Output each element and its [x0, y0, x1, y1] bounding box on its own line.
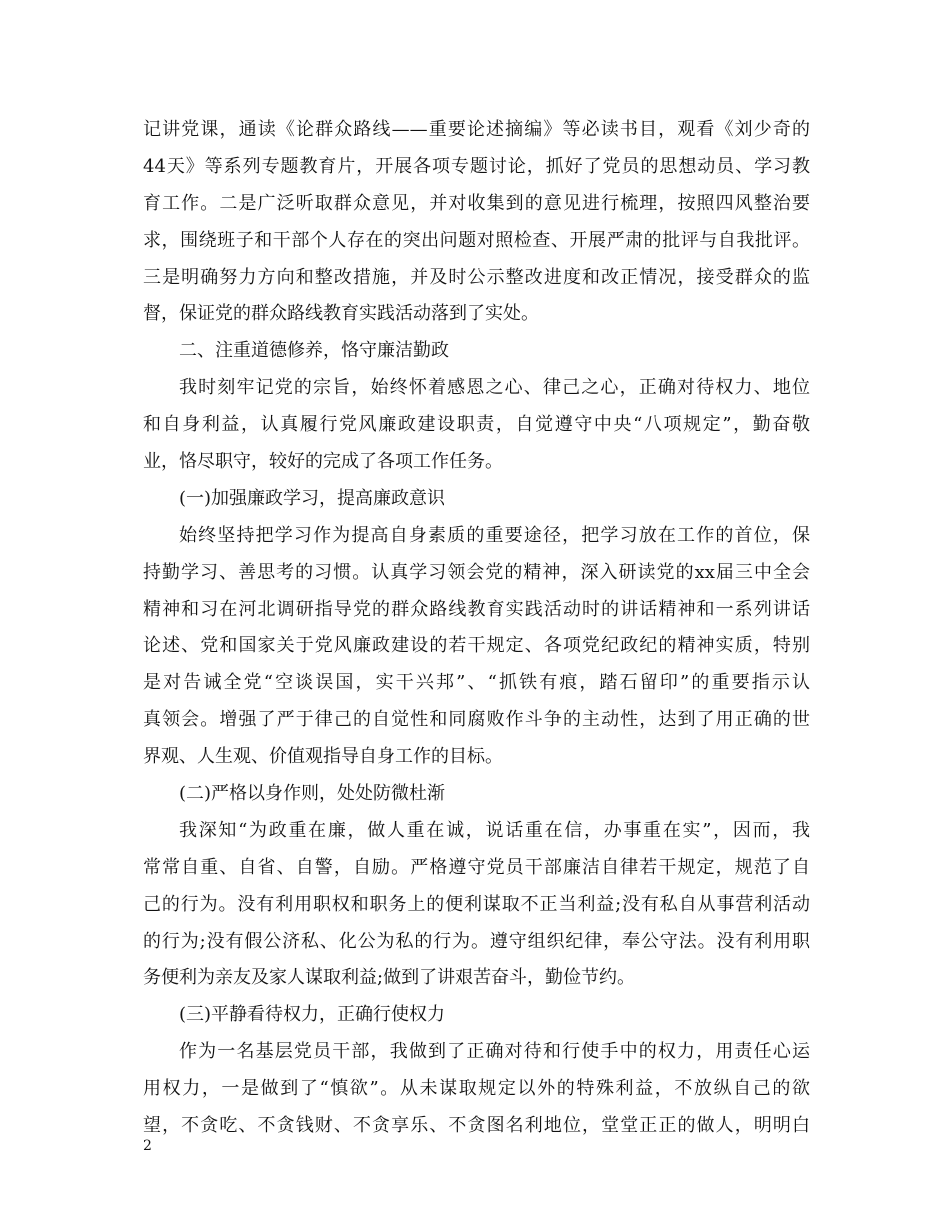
text-line: 求，围绕班子和干部个人存在的突出问题对照检查、开展严肃的批评与自我批评。: [143, 229, 810, 251]
text-line: 论述、党和国家关于党风廉政建设的若干规定、各项党纪政纪的精神实质，特别: [143, 635, 810, 657]
text-line: 望，不贪吃、不贪钱财、不贪享乐、不贪图名利地位，堂堂正正的做人，明明白: [143, 1115, 810, 1137]
text-line: 我深知“为政重在廉，做人重在诚，说话重在信，办事重在实”，因而，我: [179, 819, 810, 841]
text-line: 精神和习在河北调研指导党的群众路线教育实践活动时的讲话精神和一系列讲话: [143, 598, 810, 620]
text-line: 是对告诫全党“空谈误国，实干兴邦”、“抓铁有痕，踏石留印”的重要指示认: [143, 672, 810, 694]
text-line: 真领会。增强了严于律己的自觉性和同腐败作斗争的主动性，达到了用正确的世: [143, 709, 810, 731]
text-line: 业，恪尽职守，较好的完成了各项工作任务。: [143, 451, 503, 473]
text-line: 己的行为。没有利用职权和职务上的便利谋取不正当利益;没有私自从事营利活动: [143, 893, 810, 915]
text-line: 作为一名基层党员干部，我做到了正确对待和行使手中的权力，用责任心运: [179, 1041, 810, 1063]
text-line: 务便利为亲友及家人谋取利益;做到了讲艰苦奋斗，勤俭节约。: [143, 967, 636, 989]
text-line: 常常自重、自省、自警，自励。严格遵守党员干部廉洁自律若干规定，规范了自: [143, 856, 810, 878]
text-line: 记讲党课，通读《论群众路线——重要论述摘编》等必读书目，观看《刘少奇的: [143, 119, 810, 140]
text-line: 44天》等系列专题教育片，开展各项专题讨论，抓好了党员的思想动员、学习教: [143, 155, 810, 177]
text-line: 始终坚持把学习作为提高自身素质的重要途径，把学习放在工作的首位，保: [179, 524, 810, 546]
text-line: (一)加强廉政学习，提高廉政意识: [179, 487, 446, 509]
text-line: 督，保证党的群众路线教育实践活动落到了实处。: [143, 303, 539, 325]
text-line: 持勤学习、善思考的习惯。认真学习领会党的精神，深入研读党的xx届三中全会: [143, 561, 810, 583]
text-line: 育工作。二是广泛听取群众意见，并对收集到的意见进行梳理，按照四风整治要: [143, 192, 810, 214]
page-number: 2: [143, 1138, 152, 1154]
text-line: 的行为;没有假公济私、化公为私的行为。遵守组织纪律，奉公守法。没有利用职: [143, 930, 810, 952]
text-line: 二、注重道德修养，恪守廉洁勤政: [179, 340, 449, 362]
text-line: 用权力，一是做到了“慎欲”。从未谋取规定以外的特殊利益，不放纵自己的欲: [143, 1078, 810, 1100]
document-body: [143, 112, 810, 1145]
text-line: (二)严格以身作则，处处防微杜渐: [179, 783, 446, 805]
text-line: 我时刻牢记党的宗旨，始终怀着感恩之心、律己之心，正确对待权力、地位: [179, 377, 810, 399]
text-line: (三)平静看待权力，正确行使权力: [179, 1004, 446, 1026]
text-line: 和自身利益，认真履行党风廉政建设职责，自觉遵守中央“八项规定”，勤奋敬: [143, 414, 810, 436]
text-line: 界观、人生观、价值观指导自身工作的目标。: [143, 746, 503, 768]
text-line: 三是明确努力方向和整改措施，并及时公示整改进度和改正情况，接受群众的监: [143, 266, 810, 288]
